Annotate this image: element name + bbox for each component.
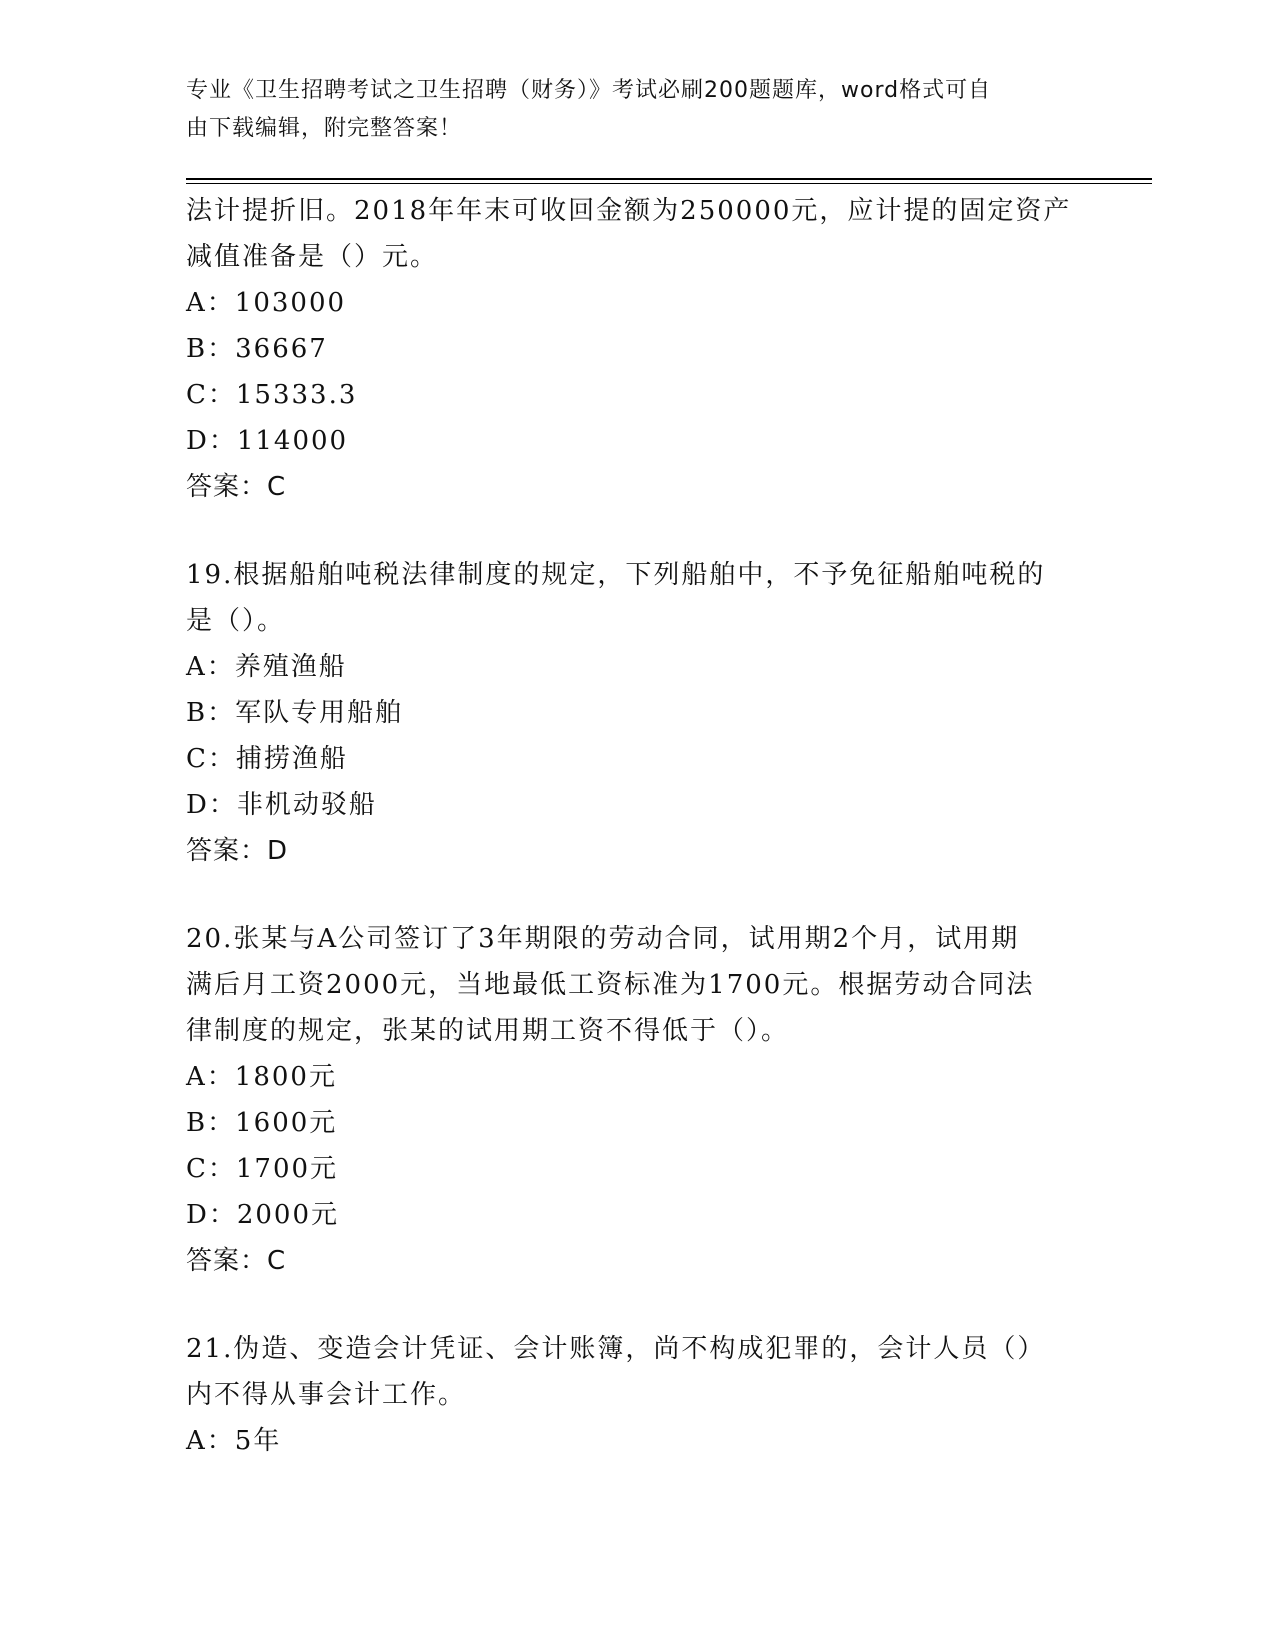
question-stem-line: 19.根据船舶吨税法律制度的规定，下列船舶中，不予免征船舶吨税的	[186, 560, 1046, 590]
option-a: A：1800元	[186, 1062, 337, 1092]
question-block	[186, 916, 1086, 1284]
answer-line: 答案：D	[186, 836, 289, 866]
answer-line: 答案：C	[186, 472, 287, 502]
question-spacer	[186, 510, 1086, 552]
option-a: A：5年	[186, 1426, 282, 1456]
question-block	[186, 1326, 1086, 1464]
option-b: B：军队专用船舶	[186, 698, 404, 728]
option-a: A：养殖渔船	[186, 652, 347, 682]
option-a: A：103000	[186, 288, 347, 318]
question-stem-line: 律制度的规定，张某的试用期工资不得低于（）。	[186, 1016, 790, 1046]
header-line-2: 由下载编辑，附完整答案！	[186, 116, 463, 141]
question-spacer	[186, 874, 1086, 916]
question-stem-line: 内不得从事会计工作。	[186, 1380, 467, 1410]
option-d: D：2000元	[186, 1200, 340, 1230]
question-stem-line: 满后月工资2000元，当地最低工资标准为1700元。根据劳动合同法	[186, 970, 1035, 1000]
document-header	[186, 72, 1066, 148]
option-d: D：114000	[186, 426, 349, 456]
question-spacer	[186, 1284, 1086, 1326]
answer-line: 答案：C	[186, 1246, 287, 1276]
question-stem-line: 是（）。	[186, 606, 286, 636]
option-b: B：1600元	[186, 1108, 338, 1138]
option-c: C：15333.3	[186, 380, 358, 410]
header-divider-thick	[186, 178, 1152, 180]
header-line-1: 专业《卫生招聘考试之卫生招聘（财务）》考试必刷200题题库，word格式可自	[186, 78, 992, 103]
question-stem-line: 减值准备是（）元。	[186, 242, 439, 272]
question-block	[186, 188, 1086, 510]
option-d: D：非机动驳船	[186, 790, 377, 820]
header-divider-thin	[186, 183, 1152, 184]
question-block	[186, 552, 1086, 874]
question-stem-line: 法计提折旧。2018年年末可收回金额为250000元，应计提的固定资产	[186, 196, 1072, 226]
question-stem-line: 20.张某与A公司签订了3年期限的劳动合同，试用期2个月，试用期	[186, 924, 1020, 954]
option-c: C：捕捞渔船	[186, 744, 348, 774]
question-list	[186, 188, 1086, 1464]
option-b: B：36667	[186, 334, 328, 364]
option-c: C：1700元	[186, 1154, 339, 1184]
question-stem-line: 21.伪造、变造会计凭证、会计账簿，尚不构成犯罪的，会计人员（）	[186, 1334, 1046, 1364]
